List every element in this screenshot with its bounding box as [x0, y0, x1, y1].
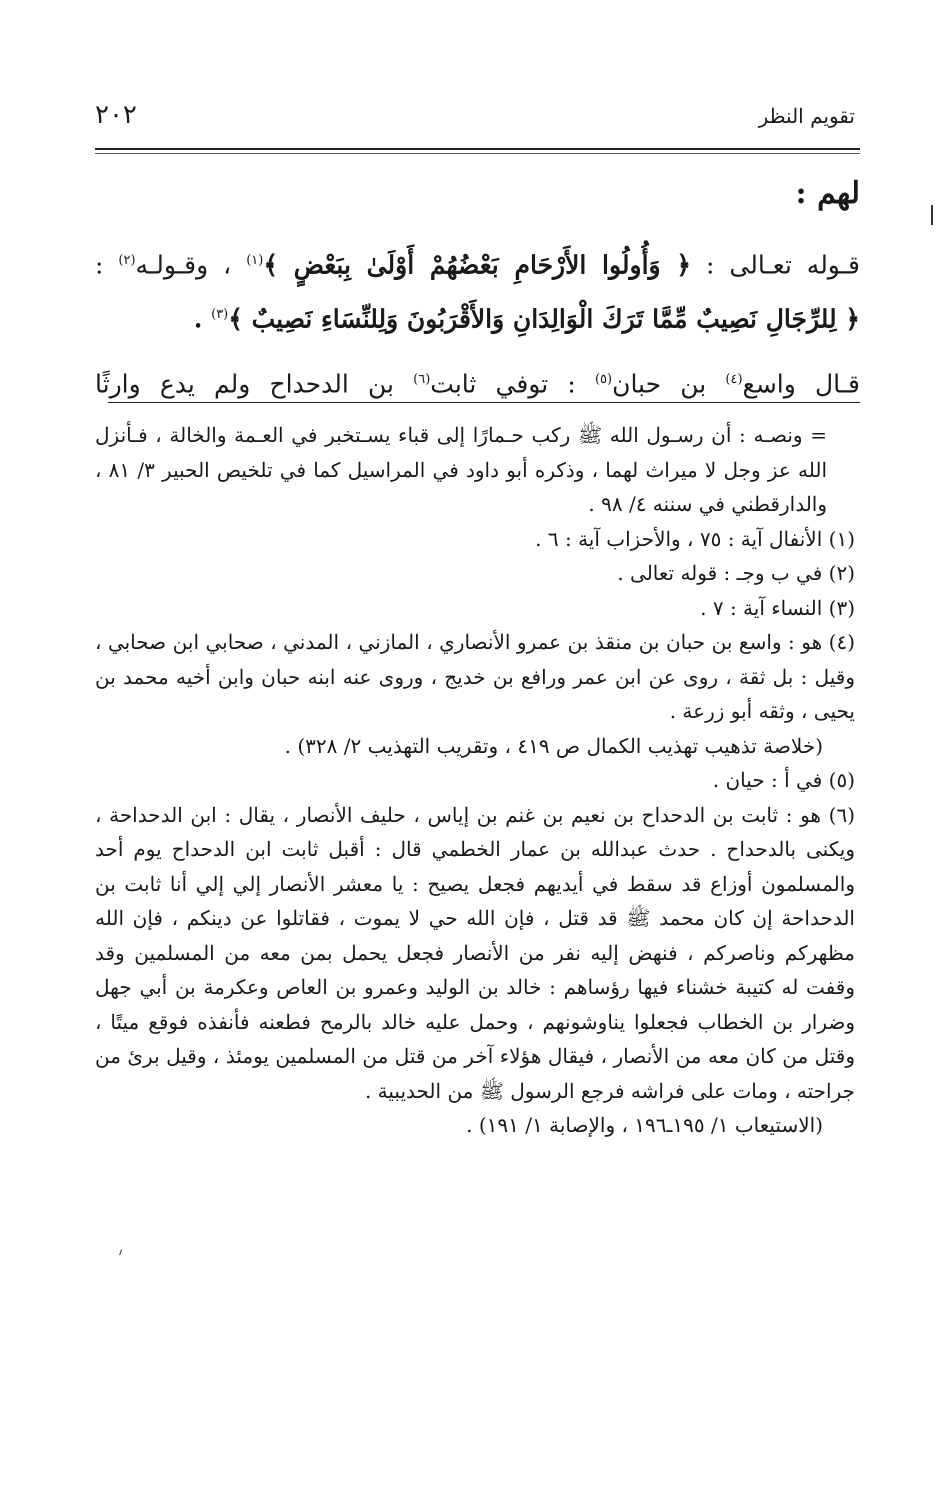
footnote-ref-5[interactable]: (٥) — [594, 371, 613, 387]
body-line — [95, 355, 860, 409]
footnotes — [95, 418, 855, 1143]
quran-quote-1: ﴿ وَأُولُوا الأَرْحَامِ بَعْضُهُمْ أَوْلَىٰ بِبَعْضٍ ﴾ — [263, 250, 691, 280]
footnote-3: (٣) النساء آية : ٧ . — [700, 595, 855, 620]
verse-line-2 — [95, 290, 860, 344]
footnote-4-source: (خلاصة تذهيب تهذيب الكمال ص ٤١٩ ، وتقريب التهذيب ٢/ ٣٢٨) . — [284, 733, 823, 758]
header-rule-thin — [95, 153, 860, 154]
verse-line-1 — [95, 236, 860, 290]
stray-mark — [119, 1249, 126, 1256]
footnote-separator — [108, 402, 860, 403]
verse-mid: ، وقـولـه — [135, 250, 247, 280]
footnote-ref-3[interactable]: (٣) — [211, 307, 229, 323]
body-text-3: : توفي ثابت — [430, 368, 595, 398]
footnote-continuation: = ونصـه : أن رسـول الله ﷺ ركب حـمارًا إلى قباء يسـتخبر في العـمة والخالة ، فـأنزل الله عز وجل لا ميراث لهما ، وذكره أبو داود في المراسيل كما في تلخيص الحبير ٣/ ٨١ ، والدارقطني في سننه ٤/ ٩٨ . — [95, 423, 828, 516]
header-rule — [95, 148, 860, 150]
scan-mark — [931, 205, 933, 225]
footnote-6-source: (الاستيعاب ١/ ١٩٥ـ١٩٦ ، والإصابة ١/ ١٩١) . — [466, 1113, 823, 1137]
footnote-ref-6[interactable]: (٦) — [413, 371, 431, 387]
main-text — [95, 170, 860, 409]
page-header — [95, 100, 855, 140]
page-number: ٢٠٢ — [95, 100, 137, 130]
running-title: تقويم النظر — [758, 104, 855, 128]
body-text-1: قـال واسع — [742, 368, 861, 398]
footnote-ref-4[interactable]: (٤) — [725, 371, 743, 387]
footnote-ref-2[interactable]: (٢) — [118, 253, 136, 268]
footnote-4: (٤) هو : واسع بن حبان بن منقذ بن عمرو الأنصاري ، المازني ، المدني ، صحابي ابن صحابي ، وقيل : بل ثقة ، روى عن ابن عمر ورافع بن خديج ، وروى عنه ابنه حبان وابن أخيه محمد بن يحيى ، وثقه أبو زرعة . — [95, 630, 855, 723]
verse-line-2-end: . — [193, 304, 212, 334]
section-heading: لهم : — [795, 176, 860, 211]
footnote-ref-1[interactable]: (١) — [246, 253, 264, 268]
verse-intro: قـوله تعـالى : — [691, 250, 860, 280]
body-text-4: بن الدحداح ولم يدع وارثًا — [95, 368, 414, 398]
verse-end: : — [95, 250, 119, 280]
quran-quote-2: ﴿ لِلرِّجَالِ نَصِيبٌ مِّمَّا تَرَكَ الْوَالِدَانِ وَالأَقْرَبُونَ وَلِلنِّسَاءِ نَصِيبٌ ﴾ — [228, 304, 860, 334]
footnote-6: (٦) هو : ثابت بن الدحداح بن نعيم بن غنم بن إياس ، حليف الأنصار ، يقال : ابن الدحداحة ، ويكنى بالدحداح . حدث عبدالله بن عمار الخطمي قال : أقبل ثابت ابن الدحداح يوم أحد والمسلمون أوزاع قد سقط في أيديهم فجعل يصيح : يا معشر الأنصار إلي إلي أنا ثابت بن الدحداحة إن كان محمد ﷺ قد قتل ، فإن الله حي لا يموت ، فقاتلوا عن دينكم ، فإن الله مظهركم وناصركم ، فنهض إليه نفر من الأنصار فجعل يحمل بمن معه من المسلمين وقد وقفت له كتيبة خشناء فيها رؤساهم : خالد بن الوليد وعمرو بن العاص وعكرمة بن أبي جهل وضرار بن الخطاب فجعلوا يناوشونهم ، وحمل عليه خالد بالرمح فطعنه فأنفذه فوقع ميتًا ، وقتل من كان معه من الأنصار ، فيقال هؤلاء آخر من قتل من المسلمين يومئذ ، وقيل برئ من جراحته ، ومات على فراشه فرجع الرسول ﷺ من الحديبية . — [95, 802, 855, 1103]
footnote-1: (١) الأنفال آية : ٧٥ ، والأحزاب آية : ٦ . — [535, 526, 855, 551]
footnote-5: (٥) في أ : حيان . — [712, 768, 855, 792]
body-text-2: بن حبان — [612, 368, 726, 398]
footnote-2: (٢) في ب وجـ : قوله تعالى . — [617, 561, 855, 585]
